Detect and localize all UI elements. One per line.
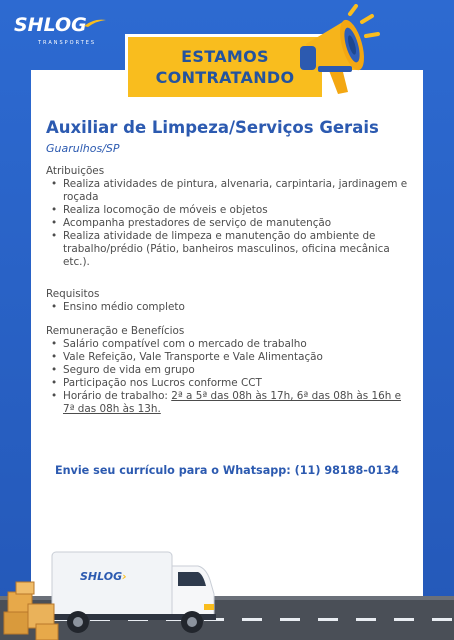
logo-text: SHLOG xyxy=(14,14,87,36)
list-item: • Seguro de vida em grupo xyxy=(51,364,195,376)
item-text: Seguro de vida em grupo xyxy=(63,364,195,376)
item-text: Realiza locomoção de móveis e objetos xyxy=(63,204,268,216)
section-remuneracao xyxy=(46,325,408,416)
item-text: Acompanha prestadores de serviço de manutenção xyxy=(63,217,332,229)
truck-logo xyxy=(80,570,127,583)
list-item: • Acompanha prestadores de serviço de manutenção xyxy=(51,217,332,229)
list-remuneracao xyxy=(46,338,408,416)
item-text: Participação nos Lucros conforme CCT xyxy=(63,377,262,389)
schedule-label: Horário de trabalho: xyxy=(63,390,172,402)
shlog-logo xyxy=(14,14,124,48)
banner-line-2: CONTRATANDO xyxy=(155,68,295,87)
list-requisitos xyxy=(46,301,408,314)
list-item: • Realiza locomoção de móveis e objetos xyxy=(51,204,268,216)
item-text: Salário compatível com o mercado de trabalho xyxy=(63,338,307,350)
list-item: • Realiza atividade de limpeza e manutenção do ambiente de trabalho/prédio (Pátio, banheiros masculinos, oficina mecânica etc.). xyxy=(51,230,390,268)
banner-line-1: ESTAMOS xyxy=(181,47,269,66)
hiring-banner xyxy=(125,34,325,100)
truck-logo-swoosh-icon: › xyxy=(122,570,127,583)
logo-swoosh-icon xyxy=(84,18,106,28)
job-title: Auxiliar de Limpeza/Serviços Gerais xyxy=(46,118,379,137)
heading-atribuicoes: Atribuições xyxy=(46,165,105,177)
truck-scene xyxy=(0,548,454,640)
section-requisitos xyxy=(46,288,408,314)
list-item: • Salário compatível com o mercado de trabalho xyxy=(51,338,307,350)
list-item: • Participação nos Lucros conforme CCT xyxy=(51,377,262,389)
item-text: Realiza atividades de pintura, alvenaria, carpintaria, jardinagem e roçada xyxy=(63,178,408,203)
logo-subtitle: TRANSPORTES xyxy=(38,40,97,46)
list-item: • Vale Refeição, Vale Transporte e Vale Alimentação xyxy=(51,351,323,363)
list-item: • Ensino médio completo xyxy=(51,301,185,313)
item-text: Vale Refeição, Vale Transporte e Vale Alimentação xyxy=(63,351,323,363)
item-text: Ensino médio completo xyxy=(63,301,185,313)
item-text: Realiza atividade de limpeza e manutenção do ambiente de trabalho/prédio (Pátio, banheiros masculinos, oficina mecânica etc.). xyxy=(63,230,390,268)
whatsapp-cta: Envie seu currículo para o Whatsapp: (11) 98188-0134 xyxy=(54,464,400,477)
list-item-schedule: • Horário de trabalho: 2ª a 5ª das 08h às 17h, 6ª das 08h às 16h e 7ª das 08h às 13h. xyxy=(51,390,401,415)
list-item: • Realiza atividades de pintura, alvenaria, carpintaria, jardinagem e roçada xyxy=(51,178,408,203)
schedule-value: 2ª a 5ª das 08h às 17h, 6ª das 08h às 16h e 7ª das 08h às 13h. xyxy=(63,390,401,415)
truck-logo-text: SHLOG xyxy=(80,570,123,583)
job-location: Guarulhos/SP xyxy=(46,142,120,155)
list-atribuicoes xyxy=(46,178,408,269)
section-atribuicoes xyxy=(46,165,408,269)
megaphone-icon xyxy=(296,4,386,104)
heading-remuneracao: Remuneração e Benefícios xyxy=(46,325,185,337)
heading-requisitos: Requisitos xyxy=(46,288,100,300)
